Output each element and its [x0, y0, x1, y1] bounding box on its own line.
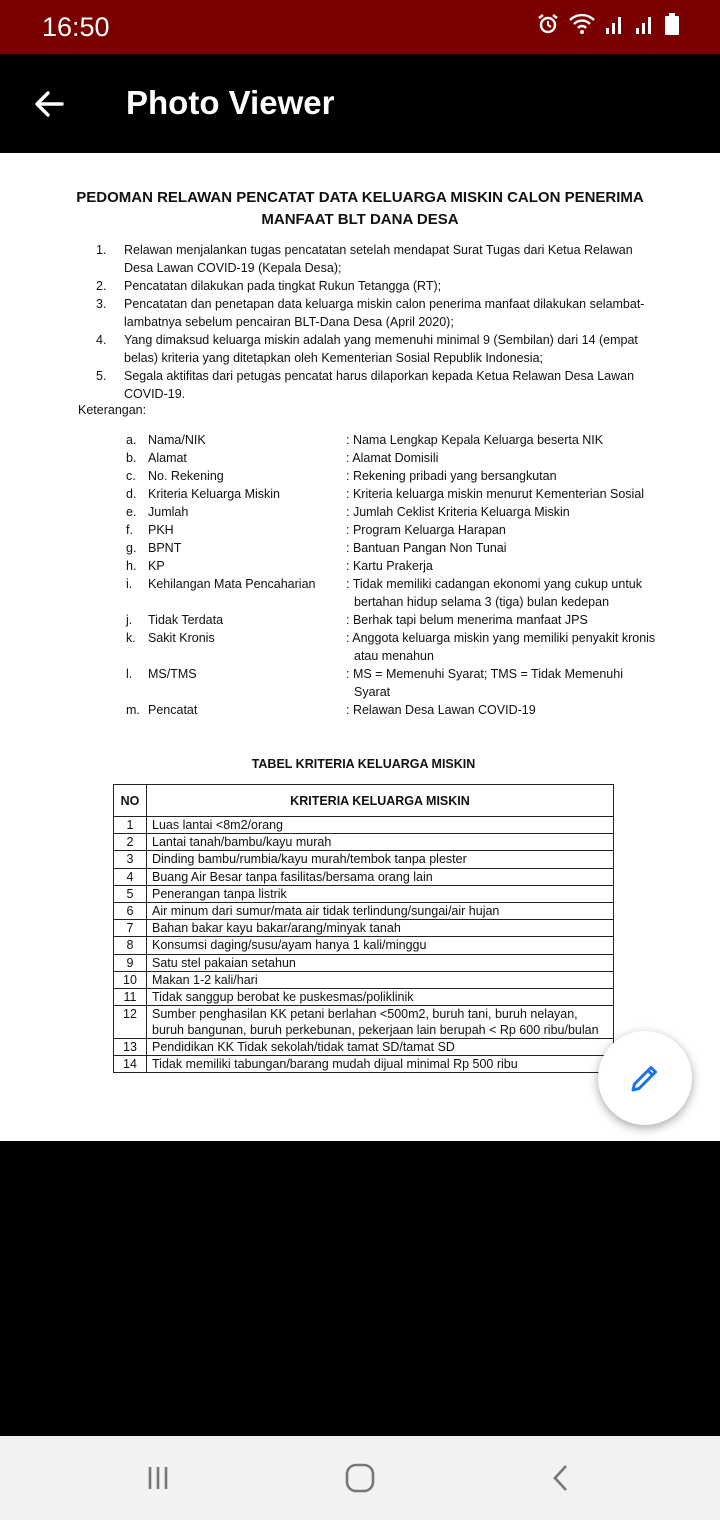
legend-item	[126, 521, 656, 539]
table-row	[114, 954, 614, 971]
table-row	[114, 817, 614, 834]
table-row	[114, 851, 614, 868]
rule-item	[96, 331, 660, 367]
row-number: 14	[114, 1056, 147, 1073]
table-row	[114, 1006, 614, 1039]
signal-icon	[604, 12, 626, 36]
table-row	[114, 937, 614, 954]
row-criteria: Sumber penghasilan KK petani berlahan <500m2, buruh tani, buruh nelayan, buruh bangunan, buruh perkebunan, pekerjaan lain berupah < Rp 600 ribu/bulan	[147, 1006, 614, 1039]
table-row	[114, 971, 614, 988]
legend-desc: : Kriteria keluarga miskin menurut Kementerian Sosial	[346, 487, 645, 501]
legend-term: Nama/NIK	[148, 433, 206, 447]
column-header-no: NO	[114, 785, 147, 817]
home-icon	[343, 1461, 377, 1495]
document-title-line: PEDOMAN RELAWAN PENCATAT DATA KELUARGA MISKIN CALON PENERIMA	[76, 189, 644, 206]
row-number: 4	[114, 868, 147, 885]
legend-list	[126, 431, 656, 719]
rule-text: Yang dimaksud keluarga miskin adalah yang memenuhi minimal 9 (Sembilan) dari 14 (empat belas) kriteria yang ditetapkan oleh Kementerian Sosial Republik Indonesia;	[124, 333, 638, 365]
legend-item	[126, 575, 656, 611]
legend-item	[126, 449, 656, 467]
table-row	[114, 834, 614, 851]
criteria-table	[113, 784, 614, 1073]
row-number: 2	[114, 834, 147, 851]
legend-desc: : Bantuan Pangan Non Tunai	[346, 541, 507, 555]
rule-text: Relawan menjalankan tugas pencatatan setelah mendapat Surat Tugas dari Ketua Relawan Desa Lawan COVID-19 (Kepala Desa);	[124, 243, 633, 275]
rule-text: Segala aktifitas dari petugas pencatat harus dilaporkan kepada Ketua Relawan Desa Lawan COVID-19.	[124, 369, 635, 401]
table-row	[114, 868, 614, 885]
legend-letter: g.	[126, 541, 137, 555]
row-number: 8	[114, 937, 147, 954]
legend-term: No. Rekening	[148, 469, 224, 483]
legend-desc: : Tidak memiliki cadangan ekonomi yang cukup untuk bertahan hidup selama 3 (tiga) bulan kedepan	[346, 577, 642, 609]
legend-letter: k.	[126, 631, 136, 645]
legend-term: Jumlah	[148, 505, 189, 519]
status-icons	[536, 12, 680, 36]
status-bar	[0, 0, 720, 54]
document-title-line: MANFAAT BLT DANA DESA	[261, 211, 459, 228]
app-bar	[0, 54, 720, 153]
legend-item	[126, 629, 656, 665]
home-button[interactable]	[340, 1458, 380, 1498]
legend-letter: l.	[126, 667, 133, 681]
back-button[interactable]	[28, 82, 72, 126]
table-header-row	[114, 785, 614, 817]
table-title: TABEL KRITERIA KELUARGA MISKIN	[251, 757, 476, 771]
legend-letter: m.	[126, 703, 140, 717]
legend-item	[126, 503, 656, 521]
table-row	[114, 1039, 614, 1056]
rule-text: Pencatatan dan penetapan data keluarga miskin calon penerima manfaat dilakukan selambat-lambatnya sebelum pencairan BLT-Dana Desa (April 2020);	[124, 297, 645, 329]
legend-desc: : Berhak tapi belum menerima manfaat JPS	[346, 613, 588, 627]
legend-item	[126, 557, 656, 575]
legend-term: KP	[148, 559, 165, 573]
legend-item	[126, 611, 656, 629]
rule-number: 1.	[96, 243, 107, 257]
row-criteria: Satu stel pakaian setahun	[147, 954, 614, 971]
legend-item	[126, 431, 656, 449]
legend-desc: : MS = Memenuhi Syarat; TMS = Tidak Memenuhi Syarat	[346, 667, 623, 699]
document-title	[60, 187, 660, 231]
battery-icon	[664, 12, 680, 36]
navigation-bar	[0, 1436, 720, 1520]
legend-term: Pencatat	[148, 703, 198, 717]
table-row	[114, 1056, 614, 1073]
row-criteria: Bahan bakar kayu bakar/arang/minyak tanah	[147, 920, 614, 937]
rule-number: 4.	[96, 333, 107, 347]
row-criteria: Buang Air Besar tanpa fasilitas/bersama orang lain	[147, 868, 614, 885]
page-title: Photo Viewer	[126, 84, 335, 121]
legend-letter: j.	[126, 613, 133, 627]
status-time: 16:50	[42, 12, 110, 42]
legend-desc: : Rekening pribadi yang bersangkutan	[346, 469, 557, 483]
row-criteria: Makan 1-2 kali/hari	[147, 971, 614, 988]
rule-item	[96, 277, 660, 295]
legend-letter: h.	[126, 559, 137, 573]
rule-number: 2.	[96, 279, 107, 293]
row-number: 12	[114, 1006, 147, 1039]
legend-term: Tidak Terdata	[148, 613, 224, 627]
arrow-left-icon	[28, 82, 72, 126]
table-row	[114, 920, 614, 937]
recent-apps-icon	[143, 1463, 173, 1493]
legend-desc: : Relawan Desa Lawan COVID-19	[346, 703, 536, 717]
legend-item	[126, 485, 656, 503]
legend-desc: : Anggota keluarga miskin yang memiliki penyakit kronis atau menahun	[346, 631, 656, 663]
nav-back-button[interactable]	[542, 1458, 582, 1498]
legend-term: Alamat	[148, 451, 187, 465]
row-criteria: Penerangan tanpa listrik	[147, 885, 614, 902]
row-number: 1	[114, 817, 147, 834]
legend-desc: : Jumlah Ceklist Kriteria Keluarga Miskin	[346, 505, 570, 519]
row-criteria: Luas lantai <8m2/orang	[147, 817, 614, 834]
row-number: 9	[114, 954, 147, 971]
legend-desc: : Nama Lengkap Kepala Keluarga beserta NIK	[346, 433, 604, 447]
row-number: 10	[114, 971, 147, 988]
rule-item	[96, 367, 660, 403]
row-number: 6	[114, 902, 147, 919]
legend-term: MS/TMS	[148, 667, 197, 681]
edit-button[interactable]	[598, 1031, 692, 1125]
legend-letter: b.	[126, 451, 137, 465]
alarm-icon	[536, 12, 560, 36]
keterangan-label: Keterangan:	[78, 403, 147, 417]
row-criteria: Pendidikan KK Tidak sekolah/tidak tamat SD/tamat SD	[147, 1039, 614, 1056]
signal-icon	[634, 12, 656, 36]
legend-item	[126, 665, 656, 701]
column-header-criteria: KRITERIA KELUARGA MISKIN	[147, 785, 614, 817]
row-criteria: Dinding bambu/rumbia/kayu murah/tembok tanpa plester	[147, 851, 614, 868]
photo-viewer-image[interactable]	[0, 153, 720, 1141]
back-icon	[547, 1463, 577, 1493]
row-number: 5	[114, 885, 147, 902]
table-row	[114, 988, 614, 1005]
legend-term: PKH	[148, 523, 174, 537]
legend-letter: e.	[126, 505, 137, 519]
wifi-icon	[568, 12, 596, 36]
legend-letter: d.	[126, 487, 137, 501]
legend-term: Sakit Kronis	[148, 631, 215, 645]
rule-number: 3.	[96, 297, 107, 311]
table-row	[114, 885, 614, 902]
table-row	[114, 902, 614, 919]
recent-apps-button[interactable]	[138, 1458, 178, 1498]
rule-item	[96, 295, 660, 331]
pencil-icon	[627, 1060, 663, 1096]
row-number: 13	[114, 1039, 147, 1056]
legend-letter: i.	[126, 577, 133, 591]
rule-item	[96, 241, 660, 277]
legend-item	[126, 467, 656, 485]
legend-term: Kriteria Keluarga Miskin	[148, 487, 280, 501]
row-criteria: Lantai tanah/bambu/kayu murah	[147, 834, 614, 851]
row-criteria: Tidak sanggup berobat ke puskesmas/poliklinik	[147, 988, 614, 1005]
rules-list	[96, 241, 660, 403]
legend-desc: : Kartu Prakerja	[346, 559, 433, 573]
legend-letter: c.	[126, 469, 136, 483]
legend-desc: : Alamat Domisili	[346, 451, 439, 465]
legend-item	[126, 539, 656, 557]
rule-text: Pencatatan dilakukan pada tingkat Rukun Tetangga (RT);	[124, 279, 442, 293]
row-criteria: Tidak memiliki tabungan/barang mudah dijual minimal Rp 500 ribu	[147, 1056, 614, 1073]
row-criteria: Konsumsi daging/susu/ayam hanya 1 kali/minggu	[147, 937, 614, 954]
rule-number: 5.	[96, 369, 107, 383]
row-criteria: Air minum dari sumur/mata air tidak terlindung/sungai/air hujan	[147, 902, 614, 919]
legend-desc: : Program Keluarga Harapan	[346, 523, 506, 537]
legend-term: BPNT	[148, 541, 182, 555]
row-number: 7	[114, 920, 147, 937]
row-number: 3	[114, 851, 147, 868]
legend-letter: f.	[126, 523, 133, 537]
legend-letter: a.	[126, 433, 137, 447]
row-number: 11	[114, 988, 147, 1005]
legend-item	[126, 701, 656, 719]
legend-term: Kehilangan Mata Pencaharian	[148, 577, 316, 591]
